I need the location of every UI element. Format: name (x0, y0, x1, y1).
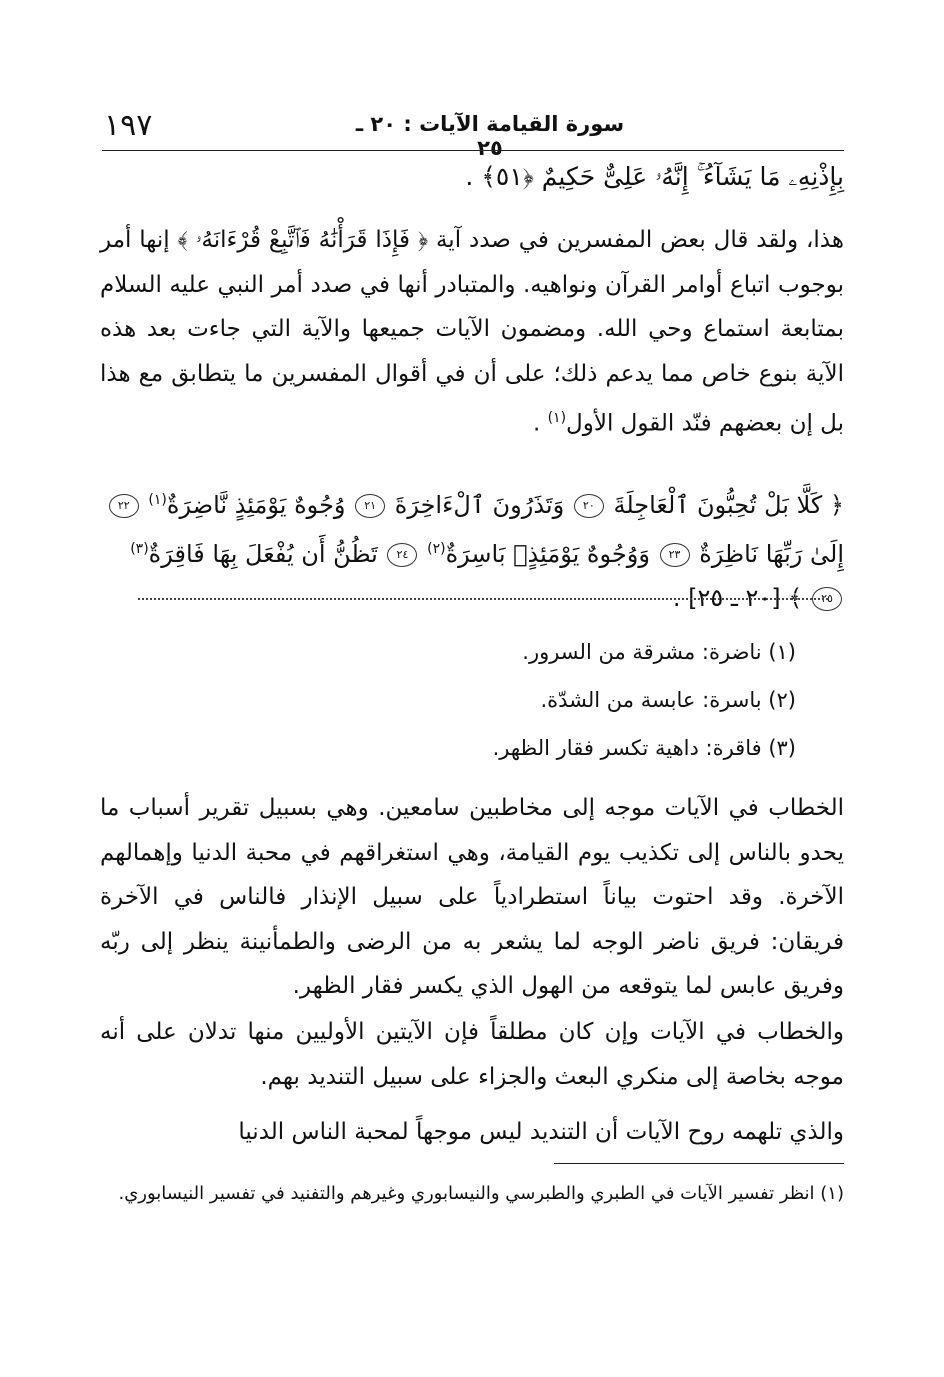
verse-20: ﴿ كَلَّا بَلْ تُحِبُّونَ ٱلْعَاجِلَةَ (613, 491, 844, 519)
footnote-rule (554, 1163, 844, 1164)
footnote-ref-1: (١) (547, 410, 567, 426)
verse-24: وَوُجُوهٌ يَوْمَئِذٍۭ بَاسِرَةٌ (445, 540, 650, 568)
verse-25: تَظُنُّ أَن يُفْعَلَ بِهَا فَاقِرَةٌ (148, 540, 378, 568)
verse-ref-1: (١) (148, 492, 167, 508)
verse-marker-20: ٢٠ (574, 494, 604, 518)
running-header-title: سورة القيامة الآيات : ٢٠ ـ ٢٥ (355, 112, 625, 160)
verse-citation: ﴾ [٢٠ ـ ٢٥] . (672, 584, 803, 612)
dotted-separator (138, 598, 828, 600)
paragraph-2: الخطاب في الآيات موجه إلى مخاطبين سامعين. وهي بسبيل تقرير أسباب ما يحدو بالناس إلى تكذيب يوم القيامة، وهي استغراقهم في محبة الدنيا وإهمالهم الآخرة. وقد احتوت بياناً استطرادياً على سبيل الإنذار فالناس في الآخرة فريقان: فريق ناضر الوجه لما يشعر به من الرضى والطمأنينة ينظر إلى ربّه وفريق عابس لما يتوقعه من الهول الذي يكسر فقار الظهر. (100, 795, 844, 999)
header-rule (102, 150, 844, 151)
verse-22: وُجُوهٌ يَوْمَئِذٍ نَّاضِرَةٌ (166, 491, 346, 519)
verse-marker-24: ٢٤ (387, 543, 417, 567)
paragraph-3: والخطاب في الآيات وإن كان مطلقاً فإن الآيتين الأوليين منها تدلان على أنه موجه بخاصة إلى منكري البعث والجزاء على سبيل التنديد بهم. (100, 1019, 844, 1090)
verse-ref-2: (٢) (427, 541, 446, 557)
verse-21: وَتَذَرُونَ ٱلْءَاخِرَةَ (394, 491, 565, 519)
gloss-3: (٣) فاقرة: داهية تكسر فقار الظهر. (492, 736, 796, 760)
paragraph-1-text: هذا، ولقد قال بعض المفسرين في صدد آية ﴿ فَإِذَا قَرَأْنَٰهُ فَٱتَّبِعْ قُرْءَانَهُۥ ﴾ إنها أمر بوجوب اتباع أوامر القرآن ونواهيه. والمتبادر أنها في صدد أمر النبي عليه السلام بمتابعة استماع وحي الله. ومضمون الآيات جميعها والآية التي جاءت بعد هذه الآية بنوع خاص مما يدعم ذلك؛ على أن في أقوال المفسرين ما يتطابق مع هذا بل إن بعضهم فنّد القول الأول (100, 227, 844, 437)
quran-verse-continuation: بِإِذْنِهِۦ مَا يَشَآءُ ۚ إِنَّهُۥ عَلِىٌّ حَكِيمٌ ﴿٥١﴾ . (465, 162, 844, 191)
verse-marker-25: ٢٥ (812, 587, 842, 611)
paragraph-4: والذي تلهمه روح الآيات أن التنديد ليس موجهاً لمحبة الناس الدنيا (238, 1119, 844, 1145)
verse-marker-21: ٢١ (355, 494, 385, 518)
gloss-1: (١) ناضرة: مشرقة من السرور. (522, 640, 796, 664)
verse-marker-23: ٢٣ (660, 543, 690, 567)
gloss-2: (٢) باسرة: عابسة من الشدّة. (540, 688, 796, 712)
footnote-1: (١) انظر تفسير الآيات في الطبري والطبرسي والنيسابوري وغيرهم والتفنيد في تفسير النيسابوري. (118, 1183, 844, 1204)
page-number: ١٩٧ (104, 108, 153, 143)
paragraph-1: هذا، ولقد قال بعض المفسرين في صدد آية ﴿ فَإِذَا قَرَأْنَٰهُ فَٱتَّبِعْ قُرْءَانَهُۥ ﴾ إنها أمر بوجوب اتباع أوامر القرآن ونواهيه. والمتبادر أنها في صدد أمر النبي عليه السلام بمتابعة استماع وحي الله. ومضمون الآيات جميعها والآية التي جاءت بعد هذه الآية بنوع خاص مما يدعم ذلك؛ على أن في أقوال المفسرين ما يتطابق مع هذا بل إن بعضهم فنّد القول الأول$^{(١)}$ . (100, 227, 844, 437)
verse-ref-3: (٣) (130, 541, 149, 557)
verse-marker-22: ٢٢ (109, 494, 139, 518)
verse-23: إِلَىٰ رَبِّهَا نَاظِرَةٌ (699, 540, 844, 568)
